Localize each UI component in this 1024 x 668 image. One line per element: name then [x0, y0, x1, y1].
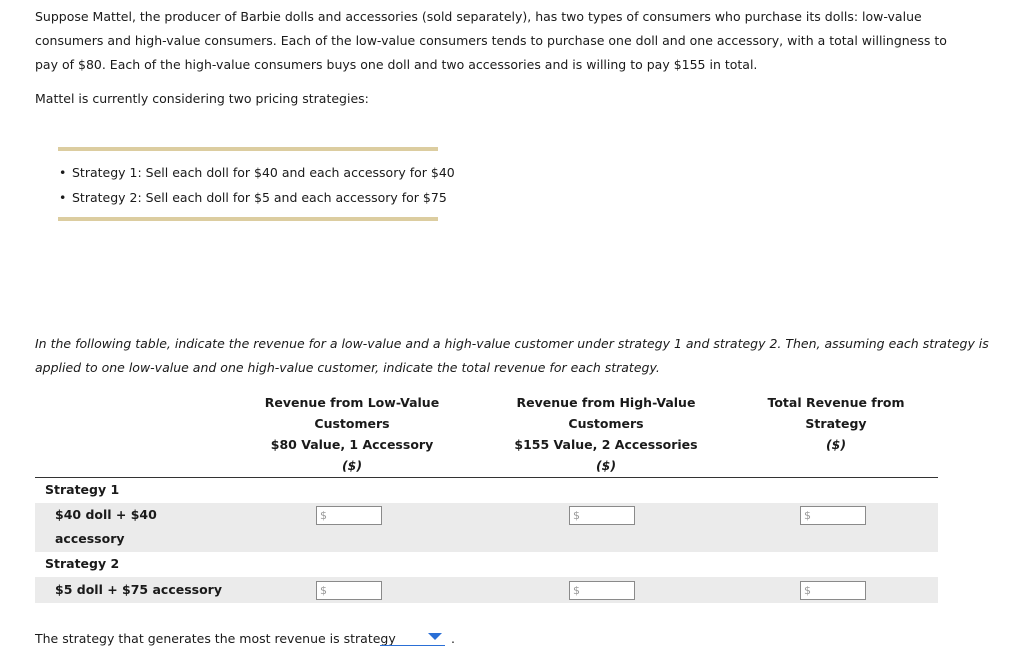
answer-prompt: The strategy that generates the most revenue is strategy — [35, 631, 396, 646]
currency-symbol: $ — [804, 584, 811, 597]
strategy-2-low-value-input[interactable] — [320, 600, 372, 615]
strategy-2-high-value-field[interactable] — [569, 581, 635, 600]
strategy-1-high-value-input[interactable] — [573, 525, 625, 540]
strategy-1-total-field[interactable] — [800, 506, 866, 525]
strategy-2-high-value-input[interactable] — [573, 600, 625, 615]
strategy-2-label: $5 doll + $75 accessory — [55, 582, 222, 597]
answer-suffix: . — [451, 631, 455, 646]
strategy-1-item: • Strategy 1: Sell each doll for $40 and each accessory for $40 — [58, 160, 455, 185]
strategy-list — [58, 160, 455, 210]
currency-symbol: $ — [573, 509, 580, 522]
currency-symbol: $ — [320, 584, 327, 597]
currency-symbol: $ — [573, 584, 580, 597]
table-header-rule — [35, 477, 938, 478]
column-header-low-value: Revenue from Low-Value Customers $80 Value, 1 Accessory ($) — [264, 395, 440, 473]
strategy-list-box — [58, 147, 455, 221]
strategy-2-total-field[interactable] — [800, 581, 866, 600]
strategy-2-low-value-field[interactable] — [316, 581, 382, 600]
strategy-1-low-value-input[interactable] — [320, 525, 372, 540]
strategy-1-total-input[interactable] — [804, 525, 856, 540]
currency-symbol: $ — [320, 509, 327, 522]
strategy-2-item: • Strategy 2: Sell each doll for $5 and each accessory for $75 — [58, 185, 455, 210]
strategy-1-low-value-field[interactable] — [316, 506, 382, 525]
strategy-2-total-input[interactable] — [804, 600, 856, 615]
column-header-total-revenue: Total Revenue from Strategy ($) — [767, 395, 905, 452]
strategy-1-header: Strategy 1 — [45, 482, 120, 497]
table-instructions: In the following table, indicate the revenue for a low-value and a high-value customer under strategy 1 and strategy 2. Then, assuming each strategy is applied to one low-value and one high-value customer, indicate the total revenue for each strategy. — [35, 336, 989, 375]
currency-symbol: $ — [804, 509, 811, 522]
strategy-select-dropdown[interactable] — [380, 631, 445, 646]
intro-paragraph: Suppose Mattel, the producer of Barbie dolls and accessories (sold separately), has two types of consumers who purchase its dolls: low-value consumers and high-value consumers. Each of the low-value consumers tends to purchase one doll and one accessory, with a total willingness to pay of $80. Each of the high-value consumers buys one doll and two accessories and is willing to pay $155 in total. — [35, 9, 947, 72]
column-header-high-value: Revenue from High-Value Customers $155 Value, 2 Accessories ($) — [514, 395, 698, 473]
strategy-2-header: Strategy 2 — [45, 556, 120, 571]
strategy-1-high-value-field[interactable] — [569, 506, 635, 525]
caret-down-icon[interactable] — [428, 633, 442, 640]
strategy-1-label: $40 doll + $40 — [55, 507, 157, 522]
strategy-1-label-cont: accessory — [55, 531, 125, 546]
considering-text: Mattel is currently considering two pricing strategies: — [35, 91, 369, 106]
